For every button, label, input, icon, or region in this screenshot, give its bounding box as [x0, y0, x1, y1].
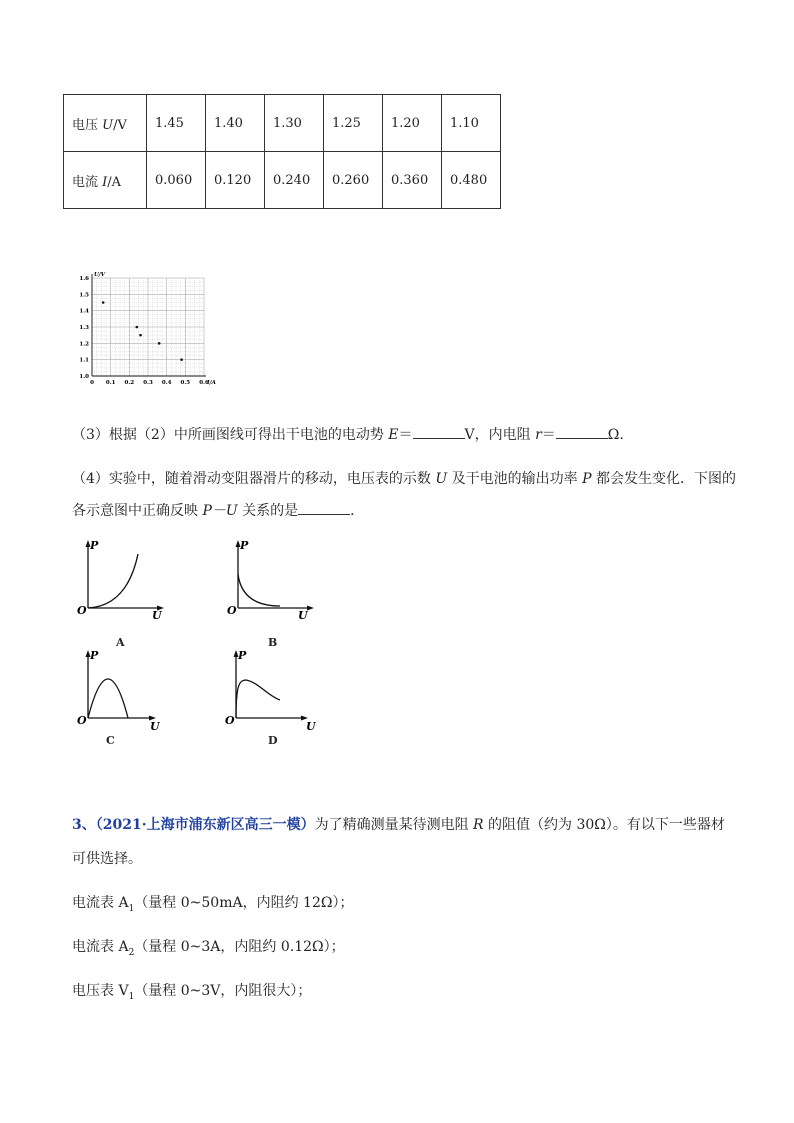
table-cell: 1.30 [265, 95, 324, 152]
problem-3-line-2: 可供选择。 [72, 851, 142, 867]
problem-source: （2021·上海市浦东新区高三一模） [95, 817, 315, 833]
table-cell: 1.45 [147, 95, 206, 152]
svg-text:U: U [150, 720, 160, 733]
y-tick-label: 1.5 [79, 292, 89, 299]
row-label: 电压 U/V [64, 95, 147, 152]
problem-3-line-1: 3、（2021·上海市浦东新区高三一模）为了精确测量某待测电阻 R 的阻值（约为 30Ω）。有以下一些器材 [72, 817, 725, 833]
table-cell: 1.20 [383, 95, 442, 152]
curve-d [236, 680, 280, 718]
y-tick-label: 1.1 [79, 357, 89, 364]
y-tick-label: 1.2 [79, 341, 89, 348]
table-cell: 1.10 [442, 95, 501, 152]
row-label: 电流 I/A [64, 152, 147, 209]
answer-blank-e [413, 426, 465, 439]
y-tick-label: 1.6 [79, 276, 89, 282]
table-row [64, 152, 501, 209]
equipment-item: 电压表 $V_1$（量程 0~3V，内阻很大）； [72, 983, 312, 1002]
y-axis-label: U/V [94, 272, 106, 278]
svg-text:O: O [227, 604, 237, 617]
data-point [139, 334, 142, 337]
graph-c-caption: C [106, 734, 115, 747]
y-tick-label: 1.0 [79, 374, 89, 380]
svg-text:U: U [306, 720, 316, 733]
graph-a [72, 534, 172, 634]
graph-c [72, 644, 172, 744]
table-cell: 0.360 [383, 152, 442, 209]
x-tick-label: 0.5 [180, 380, 191, 386]
answer-blank-graph [298, 502, 350, 515]
u-i-scatter-plot [70, 268, 230, 388]
x-tick-label: 0.2 [124, 380, 135, 386]
x-tick-label: 0.1 [105, 380, 116, 386]
curve-b [238, 574, 280, 606]
x-axis-label: I/A [207, 380, 216, 386]
svg-text:U: U [152, 609, 162, 622]
svg-text:P: P [90, 539, 99, 552]
table-cell: 0.260 [324, 152, 383, 209]
graph-d-caption: D [268, 734, 278, 747]
table-cell: 0.060 [147, 152, 206, 209]
graph-b [222, 534, 322, 634]
table-cell: 1.40 [206, 95, 265, 152]
graph-a-caption: A [116, 636, 125, 649]
x-tick-label: 0 [90, 380, 94, 386]
table-row [64, 95, 501, 152]
svg-text:O: O [77, 604, 87, 617]
svg-text:U: U [298, 609, 308, 622]
graph-b-caption: B [268, 636, 278, 649]
y-tick-label: 1.3 [79, 325, 89, 331]
data-point [102, 301, 105, 304]
table-cell: 0.480 [442, 152, 501, 209]
curve-a [88, 554, 138, 608]
data-table [63, 94, 501, 209]
question-3: （3）根据（2）中所画图线可得出干电池的电动势 E＝ V，内电阻 r＝ Ω. [72, 427, 624, 443]
x-tick-label: 0.6 [199, 380, 209, 386]
table-cell: 1.25 [324, 95, 383, 152]
question-4-line-1: （4）实验中，随着滑动变阻器滑片的移动，电压表的示数 U 及干电池的输出功率 P 都会发生变化．下图的 [72, 471, 736, 487]
svg-text:P: P [238, 649, 247, 662]
table-cell: 0.120 [206, 152, 265, 209]
equipment-item: 电流表 $A_1$（量程 0~50mA，内阻约 12Ω）； [72, 895, 354, 914]
data-point [158, 342, 161, 345]
svg-text:O: O [77, 714, 87, 727]
equipment-item: 电流表 $A_2$（量程 0~3A，内阻约 0.12Ω）； [72, 939, 345, 958]
question-4-line-2: 各示意图中正确反映 P－U 关系的是 ． [72, 503, 365, 519]
svg-text:O: O [225, 714, 235, 727]
answer-blank-r [556, 426, 608, 439]
svg-text:P: P [240, 539, 249, 552]
x-tick-label: 0.3 [143, 380, 153, 386]
x-tick-label: 0.4 [161, 380, 172, 386]
graph-d [222, 644, 322, 744]
svg-text:P: P [90, 649, 99, 662]
data-point [180, 358, 183, 361]
y-tick-label: 1.4 [79, 308, 89, 315]
curve-c [88, 679, 128, 718]
data-point [136, 326, 139, 329]
table-cell: 0.240 [265, 152, 324, 209]
